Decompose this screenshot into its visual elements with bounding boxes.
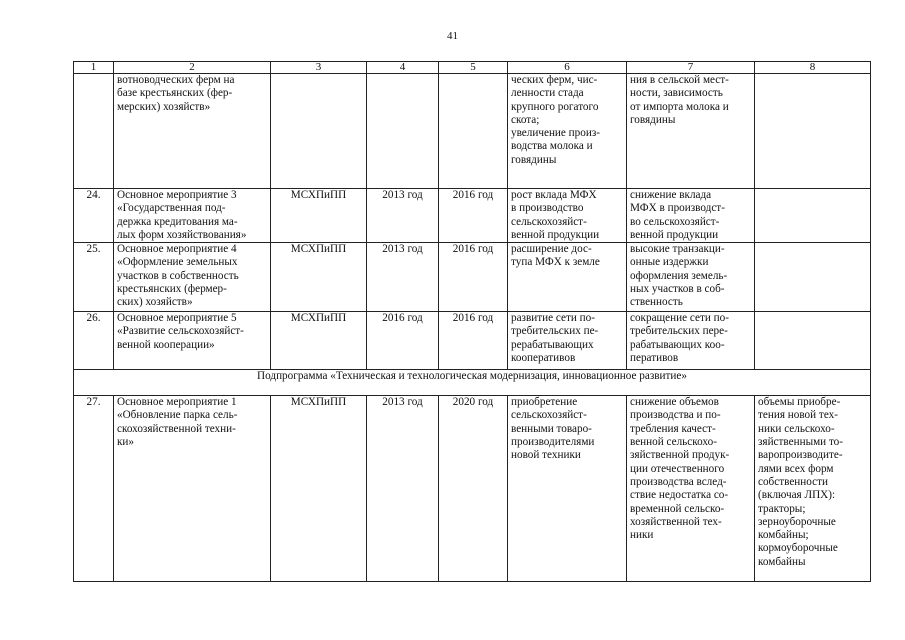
- end-year: [439, 74, 508, 189]
- start-year: 2013 год: [367, 396, 439, 582]
- end-year: 2020 год: [439, 396, 508, 582]
- executor: [271, 74, 367, 189]
- table-row: [74, 312, 871, 370]
- executor: МСХПиПП: [271, 243, 367, 312]
- indicators: [755, 74, 871, 189]
- column-header: 7: [627, 62, 755, 74]
- executor: МСХПиПП: [271, 396, 367, 582]
- start-year: 2016 год: [367, 312, 439, 370]
- measure-name: Основное мероприятие 5 «Развитие сельскохозяйст- венной кооперации»: [114, 312, 271, 370]
- subprogram-title: Подпрограмма «Техническая и технологическая модернизация, инновационное развитие»: [74, 370, 871, 396]
- indicators: [755, 243, 871, 312]
- expected-result: рост вклада МФХ в производство сельскохозяйст- венной продукции: [508, 189, 627, 243]
- indicators: [755, 312, 871, 370]
- expected-result: расширение дос- тупа МФХ к земле: [508, 243, 627, 312]
- table-row: [74, 74, 871, 189]
- column-header: 3: [271, 62, 367, 74]
- measure-name: Основное мероприятие 1 «Обновление парка сель- скохозяйственной техни- ки»: [114, 396, 271, 582]
- column-header: 2: [114, 62, 271, 74]
- consequences: сокращение сети по- требительских пере- рабатывающих коо- перативов: [627, 312, 755, 370]
- consequences: снижение вклада МФХ в производст- во сельскохозяйст- венной продукции: [627, 189, 755, 243]
- column-number-row: [74, 62, 871, 74]
- start-year: [367, 74, 439, 189]
- end-year: 2016 год: [439, 243, 508, 312]
- row-number: 24.: [74, 189, 114, 243]
- expected-result: ческих ферм, чис- ленности стада крупного рогатого скота; увеличение произ- водства молока и говядины: [508, 74, 627, 189]
- column-header: 4: [367, 62, 439, 74]
- consequences: высокие транзакци- онные издержки оформления земель- ных участков в соб- ственность: [627, 243, 755, 312]
- expected-result: развитие сети по- требительских пе- рерабатывающих кооперативов: [508, 312, 627, 370]
- column-header: 8: [755, 62, 871, 74]
- executor: МСХПиПП: [271, 189, 367, 243]
- consequences: ния в сельской мест- ности, зависимость от импорта молока и говядины: [627, 74, 755, 189]
- start-year: 2013 год: [367, 243, 439, 312]
- column-header: 1: [74, 62, 114, 74]
- table-row: [74, 243, 871, 312]
- executor: МСХПиПП: [271, 312, 367, 370]
- measure-name: Основное мероприятие 4 «Оформление земельных участков в собственность крестьянских (фермер- ских) хозяйств»: [114, 243, 271, 312]
- measure-name: Основное мероприятие 3 «Государственная под- держка кредитования ма- лых форм хозяйствования»: [114, 189, 271, 243]
- row-number: 26.: [74, 312, 114, 370]
- row-number: 27.: [74, 396, 114, 582]
- expected-result: приобретение сельскохозяйст- венными товаро- производителями новой техники: [508, 396, 627, 582]
- end-year: 2016 год: [439, 189, 508, 243]
- indicators: [755, 189, 871, 243]
- start-year: 2013 год: [367, 189, 439, 243]
- subprogram-row: [74, 370, 871, 396]
- page-number: 41: [447, 30, 458, 42]
- column-header: 6: [508, 62, 627, 74]
- table-row: [74, 396, 871, 582]
- end-year: 2016 год: [439, 312, 508, 370]
- measure-name: вотноводческих ферм на базе крестьянских (фер- мерских) хозяйств»: [114, 74, 271, 189]
- row-number: 25.: [74, 243, 114, 312]
- indicators: объемы приобре- тения новой тех- ники сельскохо- зяйственными то- варопроизводите- лями всех форм собственности (включая ЛПХ): тракторы; зерноуборочные комбайны; кормоуборочные комбайны: [755, 396, 871, 582]
- table-row: [74, 189, 871, 243]
- row-number: [74, 74, 114, 189]
- consequences: снижение объемов производства и по- требления качест- венной сельскохо- зяйственной продук- ции отечественного производства вслед- ствие недостатка со- временной сельско- хозяйственной тех- ники: [627, 396, 755, 582]
- column-header: 5: [439, 62, 508, 74]
- measures-table: [73, 61, 871, 582]
